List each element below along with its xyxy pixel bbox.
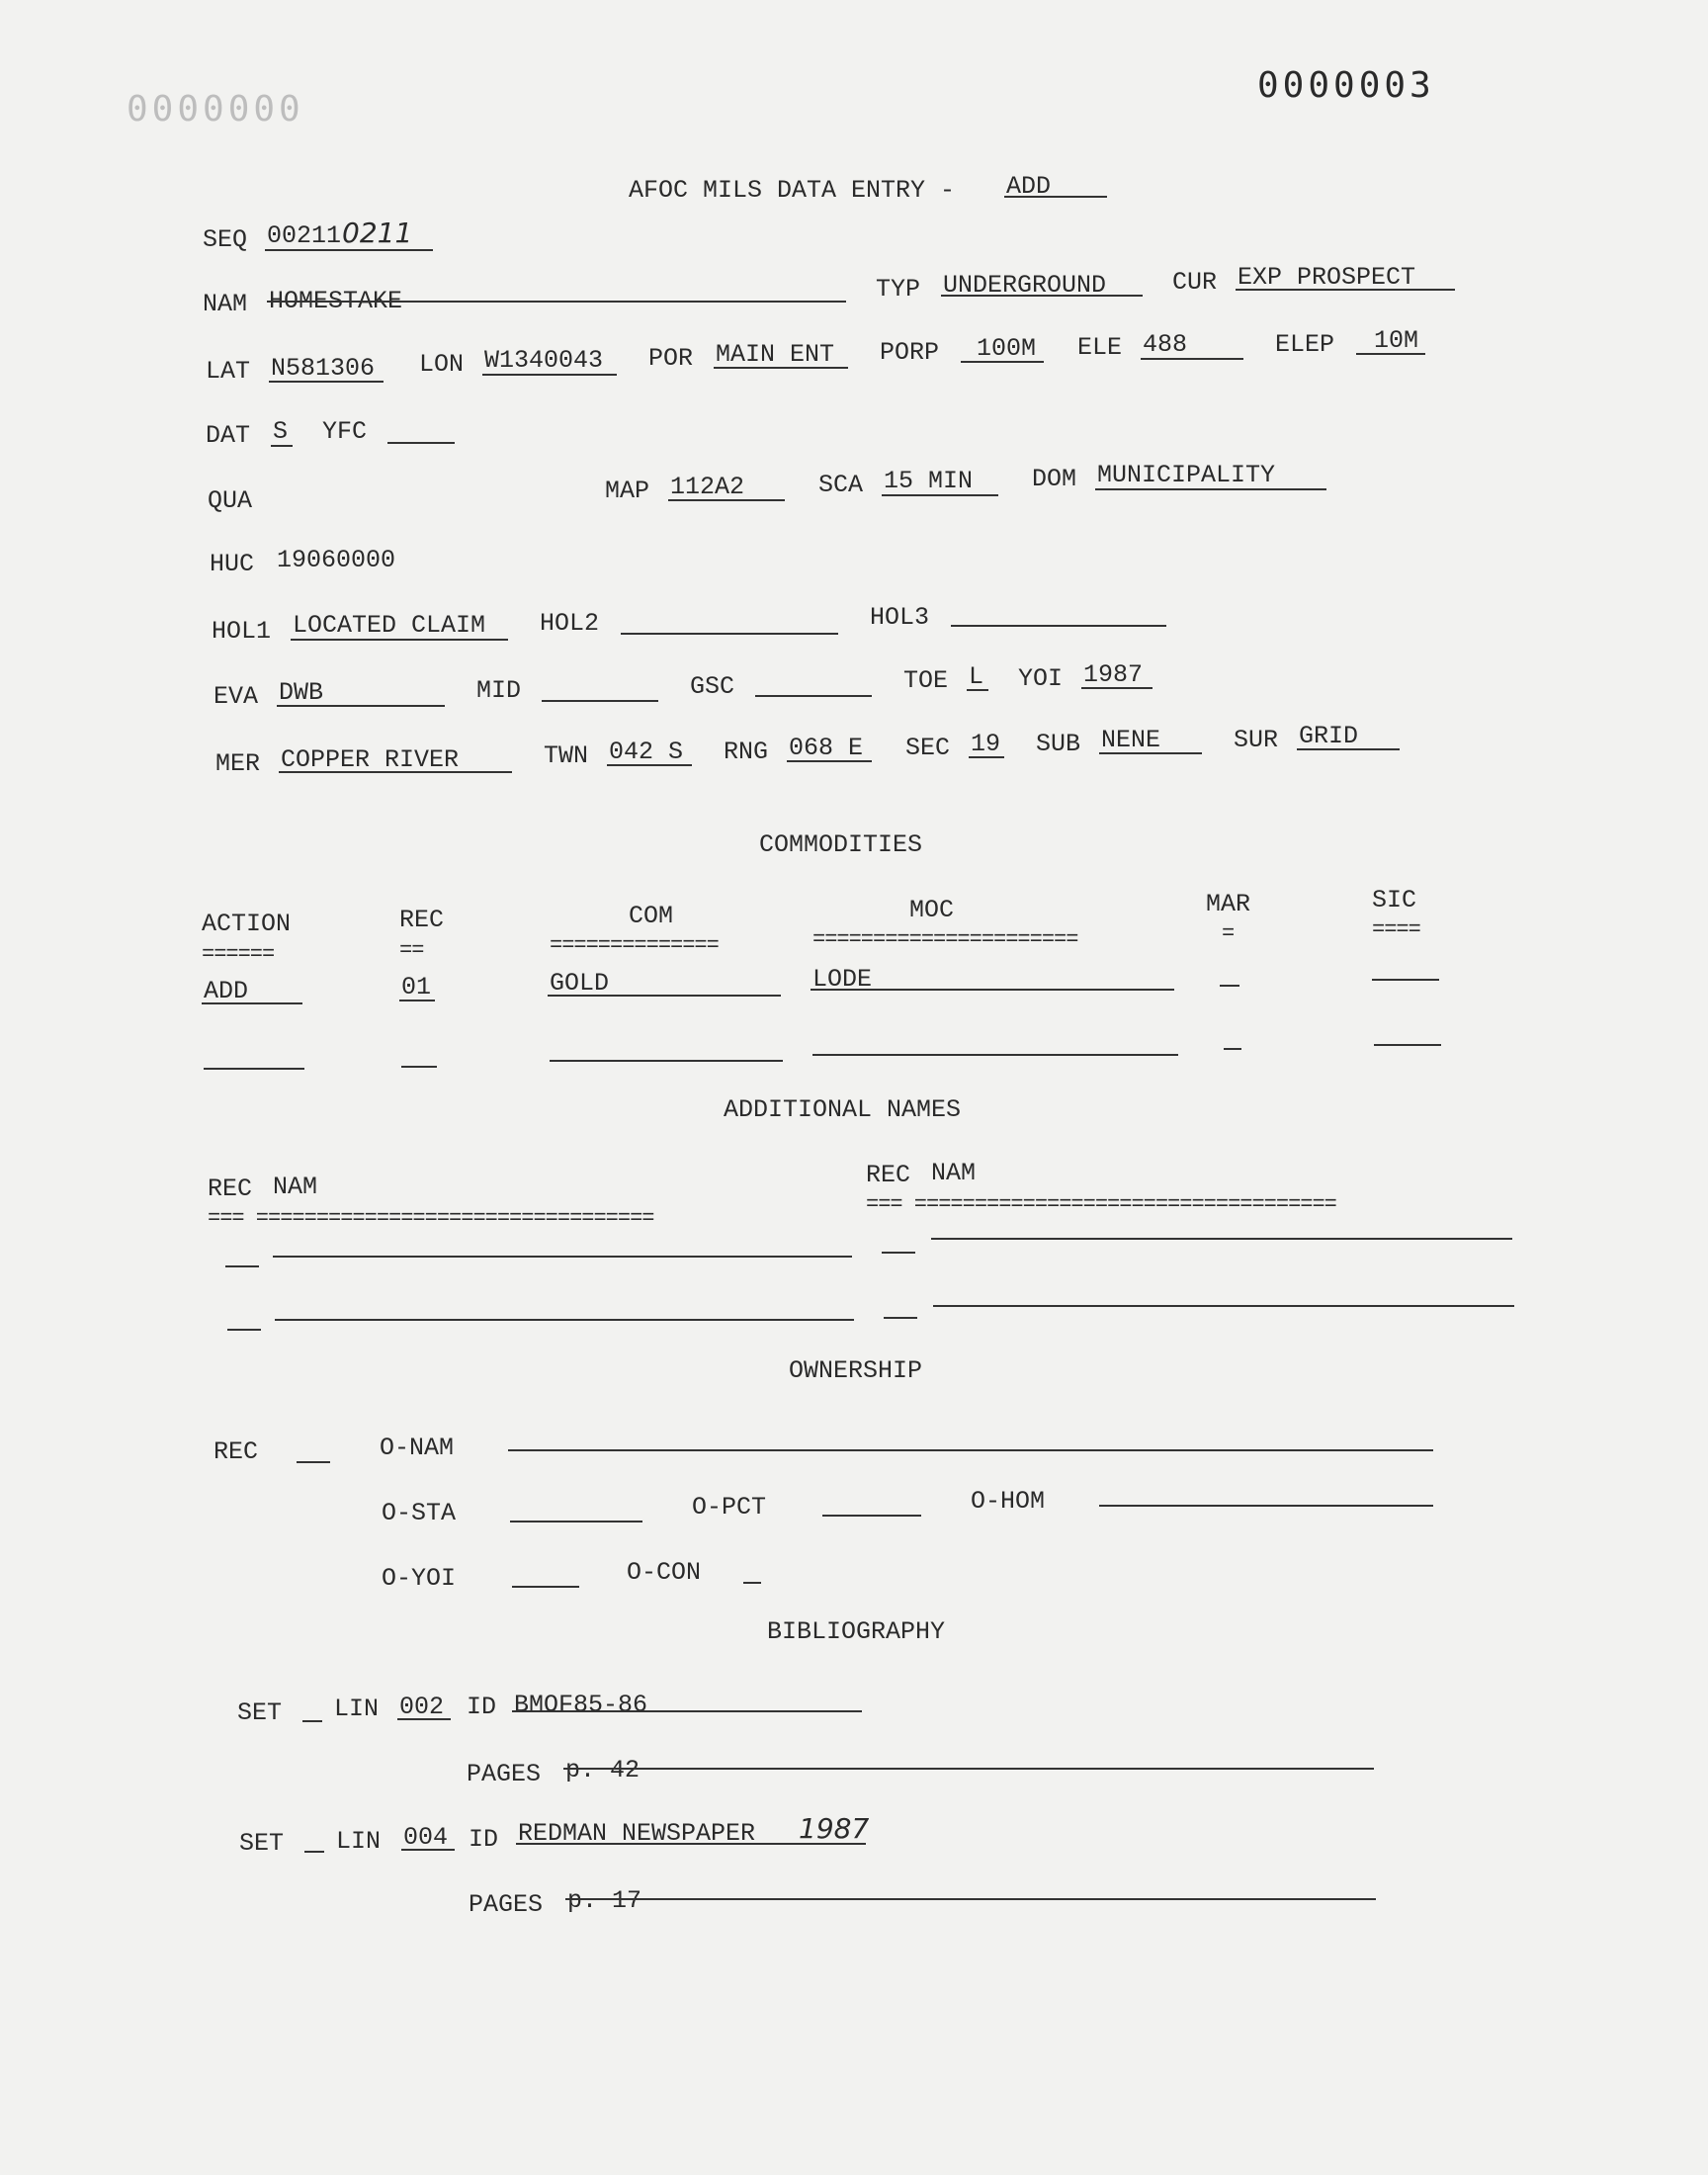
addl-rec-underline-1a	[225, 1265, 259, 1267]
addl-rec-underline-1b	[882, 1252, 915, 1254]
owner-pct-underline	[822, 1515, 921, 1517]
dom-underline	[1095, 488, 1326, 490]
additional-names-heading: ADDITIONAL NAMES	[724, 1095, 962, 1124]
addl-nam-underline-1b	[931, 1238, 1512, 1240]
lon-value: W1340043	[484, 346, 604, 375]
sub-label: SUB	[1036, 730, 1081, 758]
moc-rule: ======================	[812, 927, 1078, 952]
commodity-com-underline	[548, 995, 781, 997]
bib1-pages-label: PAGES	[467, 1760, 542, 1788]
gsc-underline	[755, 695, 872, 697]
porp-label: PORP	[880, 338, 940, 367]
hol2-label: HOL2	[540, 609, 600, 638]
elep-value: 10M	[1374, 326, 1419, 355]
commodities-header-sic: SIC	[1372, 886, 1417, 914]
bib2-pages-underline	[565, 1898, 1376, 1900]
bib2-set-label: SET	[239, 1829, 285, 1858]
addl-nam-underline-1a	[273, 1256, 852, 1258]
dom-value: MUNICIPALITY	[1097, 461, 1276, 489]
commodity-rec: 01	[401, 973, 432, 1001]
lat-label: LAT	[206, 357, 251, 386]
bib1-lin-value: 002	[399, 1693, 445, 1721]
commodity2-sic-underline	[1374, 1044, 1441, 1046]
addl-nam-underline-2b	[933, 1305, 1514, 1307]
hol1-underline	[291, 639, 508, 641]
addl-nam-label-right: NAM	[931, 1159, 977, 1187]
mar-rule: =	[1222, 921, 1235, 946]
bib2-id-value: REDMAN NEWSPAPER	[518, 1819, 756, 1848]
typ-value: UNDERGROUND	[943, 271, 1107, 300]
lon-underline	[482, 374, 617, 376]
nam-label: NAM	[203, 290, 248, 318]
form-title: AFOC MILS DATA ENTRY -	[629, 176, 956, 205]
sca-value: 15 MIN	[884, 467, 974, 495]
yoi-underline	[1081, 687, 1153, 689]
bibliography-heading: BIBLIOGRAPHY	[767, 1617, 946, 1646]
commodity-sic-underline	[1372, 979, 1439, 981]
seq-underline	[265, 249, 433, 251]
toe-underline	[967, 689, 988, 691]
sca-underline	[882, 494, 998, 496]
sub-value: NENE	[1101, 726, 1161, 754]
dat-label: DAT	[206, 421, 251, 450]
hol2-underline	[621, 633, 838, 635]
twn-value: 042 S	[609, 738, 684, 766]
owner-sta-underline	[510, 1521, 642, 1522]
elep-underline	[1356, 353, 1425, 355]
typ-underline	[941, 295, 1143, 297]
hol1-value: LOCATED CLAIM	[293, 611, 486, 640]
yoi-label: YOI	[1018, 664, 1064, 693]
yfc-underline	[387, 442, 455, 444]
seq-value: 00211	[267, 221, 342, 250]
mer-underline	[279, 771, 512, 773]
action-rule: ======	[202, 942, 275, 967]
form-action-underline	[1004, 196, 1107, 198]
owner-hom-label: O-HOM	[971, 1487, 1046, 1516]
rng-value: 068 E	[789, 734, 864, 762]
commodities-header-mar: MAR	[1206, 890, 1251, 918]
elep-label: ELEP	[1275, 330, 1335, 359]
faint-number-stamp: 0000000	[127, 89, 304, 130]
commodity-action: ADD	[204, 977, 249, 1005]
sub-underline	[1099, 752, 1202, 754]
map-value: 112A2	[670, 473, 745, 501]
addl-rec-label-right: REC	[866, 1161, 911, 1189]
commodity2-moc-underline	[812, 1054, 1178, 1056]
bib2-set-underline	[304, 1851, 324, 1853]
commodity-moc: LODE	[812, 965, 873, 994]
document-number-stamp: 0000003	[1257, 65, 1435, 106]
cur-underline	[1236, 289, 1455, 291]
owner-yoi-label: O-YOI	[382, 1564, 457, 1593]
commodity2-action-underline	[204, 1068, 304, 1070]
gsc-label: GSC	[690, 672, 735, 701]
commodities-header-rec: REC	[399, 906, 445, 934]
typ-label: TYP	[876, 275, 921, 304]
bib1-lin-label: LIN	[334, 1695, 380, 1723]
form-action-value: ADD	[1006, 172, 1052, 201]
lat-underline	[269, 381, 384, 383]
map-underline	[668, 499, 785, 501]
bib1-pages-value: p. 42	[565, 1756, 640, 1784]
owner-name-underline	[508, 1449, 1433, 1451]
lat-value: N581306	[271, 354, 376, 383]
sec-label: SEC	[905, 734, 951, 762]
commodity-rec-underline	[399, 1000, 435, 1001]
sur-underline	[1297, 748, 1400, 750]
lon-label: LON	[419, 350, 465, 379]
mid-underline	[542, 700, 658, 702]
addl-rec-underline-2b	[884, 1317, 917, 1319]
bib2-lin-value: 004	[403, 1823, 449, 1852]
owner-con-label: O-CON	[627, 1558, 702, 1587]
bib2-id-handwritten-year: 1987	[799, 1812, 870, 1845]
mer-label: MER	[215, 749, 261, 778]
rec-rule: ==	[399, 938, 424, 963]
owner-rec-label: REC	[214, 1437, 259, 1466]
sec-underline	[969, 756, 1004, 758]
commodities-header-moc: MOC	[909, 896, 955, 924]
addl-nam-label-left: NAM	[273, 1173, 318, 1201]
rng-label: RNG	[724, 738, 769, 766]
ownership-heading: OWNERSHIP	[789, 1356, 923, 1385]
cur-value: EXP PROSPECT	[1238, 263, 1416, 292]
qua-label: QUA	[208, 486, 253, 515]
rng-underline	[787, 760, 872, 762]
addl-rec-label-left: REC	[208, 1174, 253, 1203]
twn-label: TWN	[544, 741, 589, 770]
commodity-mar-underline	[1220, 985, 1239, 987]
mid-label: MID	[476, 676, 522, 705]
hol3-label: HOL3	[870, 603, 930, 632]
nam-value: HOMESTAKE	[269, 287, 403, 315]
bib1-set-label: SET	[237, 1698, 283, 1727]
addl-rec-underline-2a	[227, 1329, 261, 1331]
bib2-id-label: ID	[469, 1825, 499, 1854]
yfc-label: YFC	[322, 417, 368, 446]
dat-underline	[271, 445, 293, 447]
commodity-com: GOLD	[550, 969, 610, 998]
addl-rule-right: === ===================================	[866, 1192, 1336, 1217]
bib2-id-underline	[516, 1843, 866, 1845]
bib1-id-label: ID	[467, 1693, 497, 1721]
sca-label: SCA	[818, 471, 864, 499]
sic-rule: ====	[1372, 917, 1420, 942]
bib1-id-value: BMOF85-86	[514, 1691, 648, 1719]
toe-label: TOE	[903, 666, 949, 695]
addl-rule-left: === =================================	[208, 1206, 654, 1231]
toe-value: L	[969, 662, 984, 691]
yoi-value: 1987	[1083, 660, 1144, 689]
hol3-underline	[951, 625, 1166, 627]
eva-underline	[277, 705, 445, 707]
hol1-label: HOL1	[212, 617, 272, 646]
por-underline	[714, 367, 848, 369]
commodity2-com-underline	[550, 1060, 783, 1062]
seq-handwritten: 0211	[342, 217, 413, 249]
owner-rec-underline	[297, 1461, 330, 1463]
commodities-header-action: ACTION	[202, 910, 292, 938]
seq-label: SEQ	[203, 225, 248, 254]
ele-label: ELE	[1077, 333, 1123, 362]
bib1-id-underline	[512, 1710, 862, 1712]
map-label: MAP	[605, 477, 650, 505]
sur-label: SUR	[1234, 726, 1279, 754]
porp-value: 100M	[977, 334, 1037, 363]
ele-underline	[1141, 358, 1243, 360]
ele-value: 488	[1143, 330, 1188, 359]
owner-hom-underline	[1099, 1505, 1433, 1507]
bib2-pages-label: PAGES	[469, 1890, 544, 1919]
bib1-lin-underline	[397, 1718, 451, 1720]
commodity-action-underline	[202, 1002, 302, 1004]
com-rule: ==============	[550, 933, 719, 958]
huc-label: HUC	[210, 550, 255, 578]
owner-pct-label: O-PCT	[692, 1493, 767, 1522]
bib1-set-underline	[302, 1720, 322, 1722]
commodity2-rec-underline	[401, 1066, 437, 1068]
dom-label: DOM	[1032, 465, 1077, 493]
mer-value: COPPER RIVER	[281, 745, 460, 774]
commodity-moc-underline	[811, 989, 1174, 991]
owner-yoi-underline	[512, 1586, 579, 1588]
por-value: MAIN ENT	[716, 340, 835, 369]
eva-value: DWB	[279, 678, 324, 707]
huc-value: 19060000	[277, 546, 396, 574]
sur-value: GRID	[1299, 722, 1359, 750]
eva-label: EVA	[214, 682, 259, 711]
commodities-heading: COMMODITIES	[759, 830, 923, 859]
dat-value: S	[273, 417, 289, 446]
bib2-lin-label: LIN	[336, 1827, 382, 1856]
nam-underline	[267, 301, 846, 303]
commodity2-mar-underline	[1224, 1048, 1241, 1050]
sec-value: 19	[971, 730, 1001, 758]
commodities-header-com: COM	[629, 902, 674, 930]
twn-underline	[607, 764, 692, 766]
addl-nam-underline-2a	[275, 1319, 854, 1321]
bib2-pages-value: p. 17	[567, 1886, 642, 1915]
bib2-lin-underline	[401, 1849, 455, 1851]
por-label: POR	[648, 344, 694, 373]
owner-con-underline	[743, 1582, 761, 1584]
owner-sta-label: O-STA	[382, 1499, 457, 1527]
owner-name-label: O-NAM	[380, 1434, 455, 1462]
cur-label: CUR	[1172, 268, 1218, 297]
porp-underline	[961, 361, 1044, 363]
bib1-pages-underline	[563, 1768, 1374, 1770]
